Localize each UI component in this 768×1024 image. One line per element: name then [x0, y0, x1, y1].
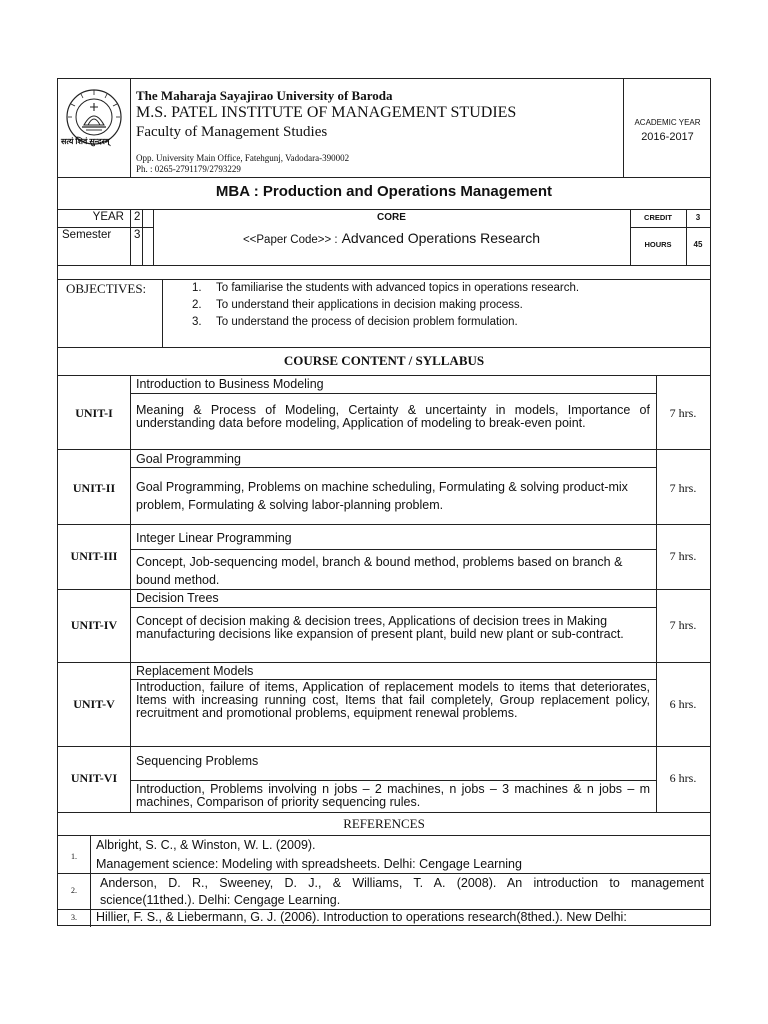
unit-title: Sequencing Problems: [136, 754, 259, 768]
year-value: 2: [134, 211, 141, 223]
paper-code: <<Paper Code>> :: [242, 234, 338, 246]
reference-line: Management science: Modeling with spreadsheets. Delhi: Cengage Learning: [96, 857, 522, 871]
unit-title: Introduction to Business Modeling: [136, 377, 324, 391]
academic-year-value: 2016-2017: [641, 131, 694, 143]
unit-label: UNIT-VI: [70, 771, 118, 785]
credit-value: 3: [695, 213, 701, 222]
unit-description: Goal Programming, Problems on machine scheduling, Formulating & solving product-mix problem, Formulating & solving labor-planning problem.: [136, 480, 628, 512]
institute-phone: Ph. : 0265-2791179/2793229: [136, 164, 241, 174]
unit-title: Integer Linear Programming: [136, 531, 292, 545]
reference-line: science(11thed.). Delhi: Cengage Learning.: [100, 893, 341, 907]
unit-description: Meaning & Process of Modeling, Certainty & uncertainty in models, Importance of understanding data before modeling, Application of modeling to break-even point.: [136, 403, 650, 430]
objective-item: 2. To understand their applications in decision making process.: [192, 299, 523, 311]
objective-item: 3. To understand the process of decision problem formulation.: [192, 316, 518, 328]
reference-number: 3.: [71, 913, 77, 922]
unit-description: Introduction, failure of items, Application of replacement models to items that deteriorates, Items with increasing running cost, Items that fail completely, Group replacement policy, recruitment and promotional problems, equipment renewal problems.: [136, 680, 650, 720]
hours-value: 45: [693, 240, 703, 249]
hours-label: HOURS: [644, 240, 672, 249]
syllabus-heading: COURSE CONTENT / SYLLABUS: [283, 353, 485, 368]
semester-value: 3: [134, 229, 141, 241]
unit-hours: 7 hrs.: [669, 618, 697, 632]
reference-line: Hillier, F. S., & Liebermann, G. J. (2006). Introduction to operations research(8thed.). New Delhi:: [96, 910, 627, 924]
institute-name: M.S. PATEL INSTITUTE OF MANAGEMENT STUDIES: [136, 104, 517, 121]
unit-label: UNIT-III: [70, 549, 118, 563]
academic-year-label: ACADEMIC YEAR: [634, 118, 701, 127]
unit-hours: 7 hrs.: [669, 481, 697, 495]
course-title: MBA : Production and Operations Management: [215, 183, 553, 200]
unit-hours: 6 hrs.: [669, 771, 697, 785]
unit-label: UNIT-IV: [70, 618, 118, 632]
unit-title: Goal Programming: [136, 452, 241, 466]
reference-number: 1.: [71, 852, 77, 861]
reference-line: Anderson, D. R., Sweeney, D. J., & Williams, T. A. (2008). An introduction to management: [100, 876, 704, 890]
unit-label: UNIT-I: [75, 406, 113, 420]
objective-item: 1. To familiarise the students with advanced topics in operations research.: [192, 282, 580, 294]
unit-description: Concept, Job-sequencing model, branch & bound method, problems based on branch & bound method.: [136, 555, 623, 587]
unit-description: Introduction, Problems involving n jobs – 2 machines, n jobs – 3 machines & n jobs – m machines, Comparison of priority sequencing rules.: [136, 782, 650, 809]
unit-title: Decision Trees: [136, 591, 219, 605]
core-label: CORE: [377, 212, 406, 223]
reference-number: 2.: [71, 886, 77, 895]
semester-label: Semester: [62, 229, 112, 241]
year-label: YEAR: [92, 211, 124, 223]
faculty-name: Faculty of Management Studies: [136, 124, 328, 140]
unit-hours: 7 hrs.: [669, 406, 697, 420]
unit-label: UNIT-V: [73, 697, 115, 711]
paper-name: Advanced Operations Research: [341, 230, 541, 246]
unit-title: Replacement Models: [136, 664, 254, 678]
syllabus-sheet: [57, 78, 711, 926]
unit-hours: 6 hrs.: [669, 697, 697, 711]
credit-label: CREDIT: [644, 213, 672, 222]
paper-title: [153, 230, 630, 248]
institute-address: Opp. University Main Office, Fatehgunj, Vadodara-390002: [136, 153, 350, 163]
unit-label: UNIT-II: [72, 481, 116, 495]
unit-hours: 7 hrs.: [669, 549, 697, 563]
unit-description: Concept of decision making & decision trees, Applications of decision trees in Making manufacturing decisions like expansion of present plant, build new plant or sub-contract.: [136, 614, 624, 641]
objectives-label: OBJECTIVES:: [66, 281, 147, 296]
university-name: The Maharaja Sayajirao University of Baroda: [136, 88, 393, 103]
objectives-list: [192, 280, 579, 331]
references-heading: REFERENCES: [343, 816, 425, 831]
logo-motto: सत्यं शिवं सुन्दरम्: [61, 137, 110, 146]
reference-line: Albright, S. C., & Winston, W. L. (2009).: [96, 838, 316, 852]
